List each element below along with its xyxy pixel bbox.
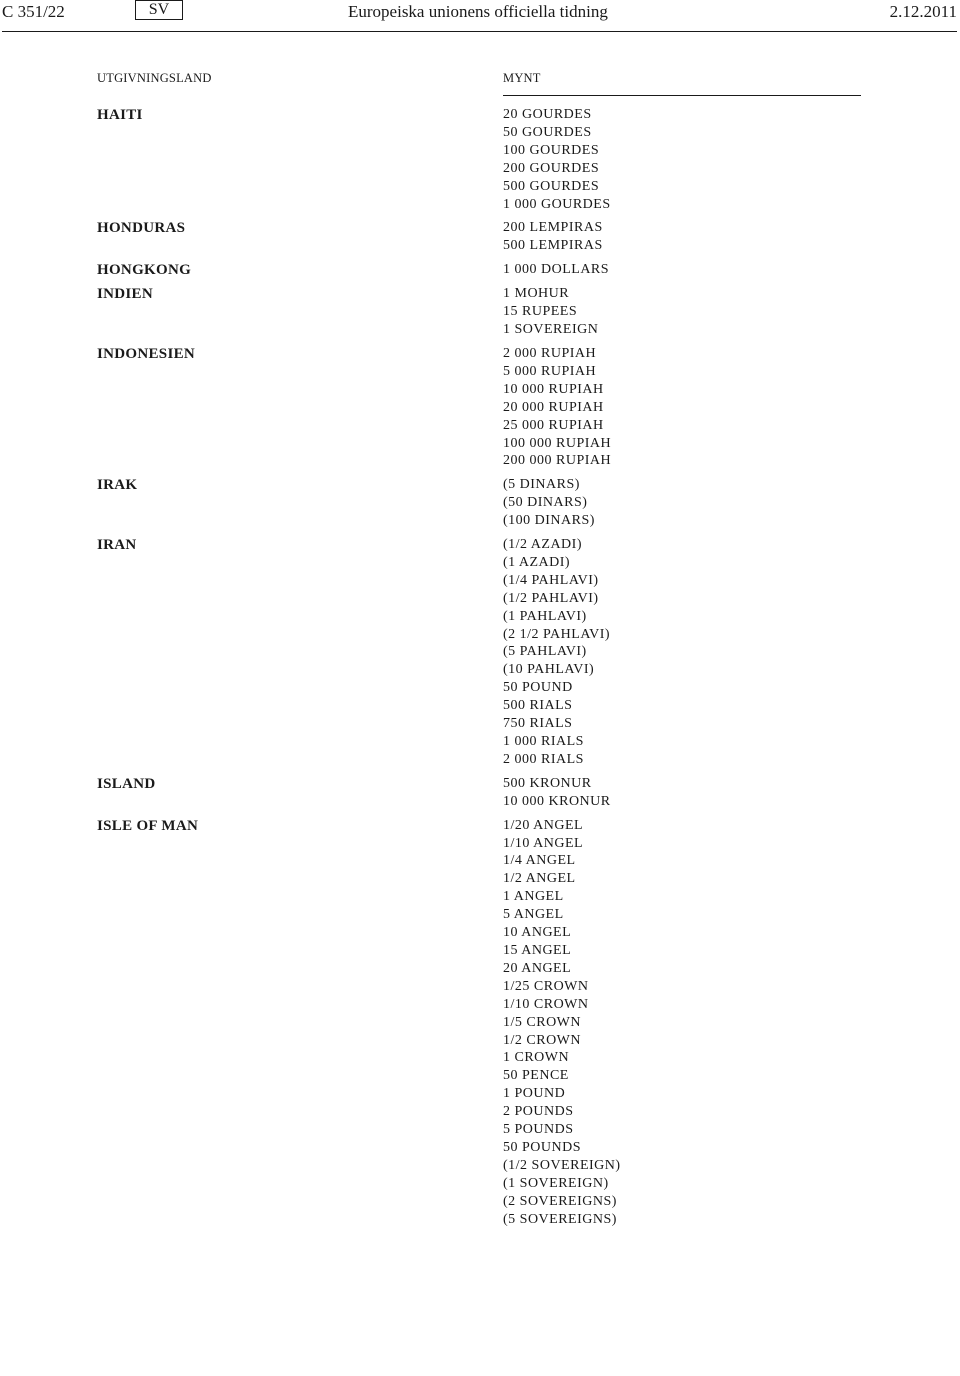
header-divider <box>2 31 957 32</box>
coin-item: 50 GOURDES <box>503 124 592 140</box>
coin-item: 1/5 CROWN <box>503 1014 581 1030</box>
coin-item: 1/20 ANGEL <box>503 817 584 833</box>
coin-item: 1/10 ANGEL <box>503 835 584 851</box>
coin-item: 500 RIALS <box>503 698 573 714</box>
table-row <box>97 219 877 255</box>
coin-item: (1/2 AZADI) <box>503 537 582 553</box>
country-name: INDIEN <box>97 286 153 303</box>
coin-item: 750 RIALS <box>503 716 573 732</box>
coin-item: 1/4 ANGEL <box>503 853 576 869</box>
coin-item: 1 000 RIALS <box>503 734 584 749</box>
country-name: INDONESIEN <box>97 345 196 362</box>
table-row <box>97 775 877 811</box>
language-box: SV <box>135 0 183 20</box>
coin-item: 5 ANGEL <box>503 907 564 923</box>
publication-date: 2.12.2011 <box>889 2 957 21</box>
coin-item: 50 PENCE <box>503 1068 569 1084</box>
coin-item: 10 ANGEL <box>503 925 572 941</box>
coin-item: 2 000 RIALS <box>503 751 584 767</box>
coin-item: (100 DINARS) <box>503 513 595 529</box>
coin-item: 1 000 DOLLARS <box>503 262 610 278</box>
coin-item: 25 000 RUPIAH <box>503 417 604 433</box>
column-header-country: UTGIVNINGSLAND <box>97 71 212 85</box>
coin-item: 20 ANGEL <box>503 960 572 976</box>
coin-list <box>503 476 595 530</box>
coin-item: 200 LEMPIRAS <box>503 220 603 236</box>
table-row <box>97 817 877 1229</box>
country-name: ISLAND <box>97 775 156 792</box>
coin-item: (1 PAHLAVI) <box>503 608 587 624</box>
coin-item: 1 ANGEL <box>503 889 564 905</box>
column-header-coin: MYNT <box>503 71 541 85</box>
coin-item: 50 POUND <box>503 680 573 696</box>
table-row <box>97 106 877 213</box>
coin-item: (2 1/2 PAHLAVI) <box>503 626 611 642</box>
coin-item: 100 000 RUPIAH <box>503 435 612 451</box>
country-name: IRAK <box>97 477 138 494</box>
coin-item: 1/2 ANGEL <box>503 871 576 887</box>
coin-list <box>503 285 598 339</box>
coin-item: 200 GOURDES <box>503 160 600 176</box>
coin-item: 15 RUPEES <box>503 304 578 320</box>
coin-item: 1/10 CROWN <box>503 996 589 1012</box>
coin-item: 500 KRONUR <box>503 775 592 791</box>
coin-item: (1/2 PAHLAVI) <box>503 590 599 606</box>
table-row <box>97 476 877 530</box>
column-header-divider <box>503 95 861 96</box>
coin-item: 2 000 RUPIAH <box>503 345 597 361</box>
coin-item: (1/4 PAHLAVI) <box>503 572 599 588</box>
coin-item: (5 DINARS) <box>503 477 580 493</box>
coin-item: 200 000 RUPIAH <box>503 453 612 469</box>
coin-list <box>503 345 611 470</box>
coin-item: 1 MOHUR <box>503 286 570 302</box>
coin-item: 1/25 CROWN <box>503 978 589 994</box>
coin-list <box>503 775 611 811</box>
country-name: HONDURAS <box>97 220 186 237</box>
table-row <box>97 345 877 470</box>
coin-item: (5 PAHLAVI) <box>503 644 587 660</box>
coin-item: 50 POUNDS <box>503 1139 582 1155</box>
coin-item: 10 000 RUPIAH <box>503 381 604 397</box>
coin-item: 500 GOURDES <box>503 178 600 194</box>
country-name: IRAN <box>97 537 137 554</box>
coin-list <box>503 219 603 255</box>
coin-item: 5 POUNDS <box>503 1122 574 1138</box>
coin-list <box>503 261 609 279</box>
page-header <box>0 0 960 32</box>
coin-table <box>97 106 877 1234</box>
coin-item: 1 CROWN <box>503 1050 570 1066</box>
coin-item: (5 SOVEREIGNS) <box>503 1211 617 1227</box>
coin-list <box>503 817 621 1229</box>
coin-list <box>503 106 611 213</box>
table-row <box>97 261 877 279</box>
country-name: ISLE OF MAN <box>97 817 199 834</box>
coin-item: 500 LEMPIRAS <box>503 238 603 254</box>
coin-item: (1/2 SOVEREIGN) <box>503 1157 621 1173</box>
coin-item: 2 POUNDS <box>503 1104 574 1120</box>
coin-item: 1 SOVEREIGN <box>503 322 599 338</box>
coin-item: (1 AZADI) <box>503 554 571 570</box>
table-row <box>97 285 877 339</box>
coin-item: 1/2 CROWN <box>503 1032 581 1048</box>
coin-item: (10 PAHLAVI) <box>503 662 595 678</box>
country-name: HONGKONG <box>97 262 192 279</box>
table-row <box>97 536 877 769</box>
coin-item: (50 DINARS) <box>503 495 588 511</box>
coin-item: 20 GOURDES <box>503 107 592 122</box>
journal-reference: C 351/22 <box>2 2 65 21</box>
coin-item: (1 SOVEREIGN) <box>503 1175 609 1191</box>
journal-title: Europeiska unionens officiella tidning <box>348 2 608 21</box>
coin-item: 1 000 GOURDES <box>503 196 611 212</box>
coin-item: 10 000 KRONUR <box>503 793 611 809</box>
coin-item: 5 000 RUPIAH <box>503 363 597 379</box>
coin-list <box>503 536 610 769</box>
coin-item: 1 POUND <box>503 1086 566 1102</box>
coin-item: 100 GOURDES <box>503 142 600 158</box>
coin-item: (2 SOVEREIGNS) <box>503 1193 617 1209</box>
country-name: HAITI <box>97 107 143 123</box>
coin-item: 20 000 RUPIAH <box>503 399 604 415</box>
coin-item: 15 ANGEL <box>503 942 572 958</box>
